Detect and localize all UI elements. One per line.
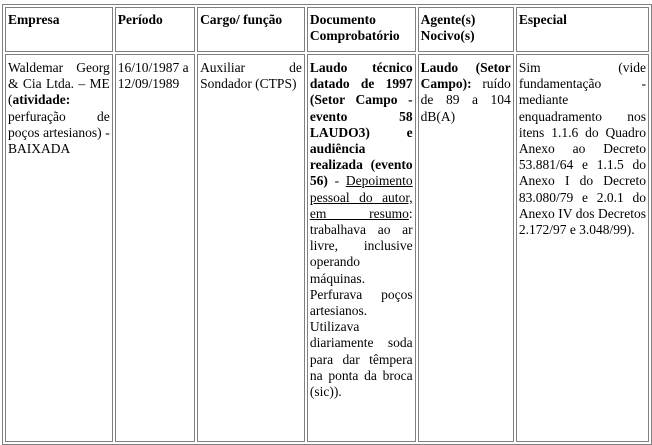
header-periodo: Período bbox=[115, 7, 195, 52]
header-cargo: Cargo/ função bbox=[197, 7, 305, 52]
cell-cargo bbox=[197, 54, 305, 442]
agente-label: Laudo (Setor Campo): bbox=[420, 60, 511, 92]
empresa-text: Waldemar Georg & Cia Ltda. – ME ( bbox=[8, 60, 110, 108]
documento-dash: - bbox=[327, 173, 346, 189]
cell-agente bbox=[418, 54, 514, 442]
header-row bbox=[5, 7, 649, 52]
cell-periodo bbox=[115, 54, 195, 442]
header-agente: Agente(s) Nocivo(s) bbox=[418, 7, 514, 52]
cargo-text: Auxiliar de Sondador (CTPS) bbox=[200, 60, 302, 92]
table-row bbox=[5, 54, 649, 442]
agente-text: ruído de 89 a 104 dB(A) bbox=[420, 76, 511, 124]
records-table bbox=[2, 4, 652, 445]
empresa-activity-label: atividade: bbox=[12, 92, 71, 108]
documento-depoimento: Depoimento pessoal do autor, em resumo bbox=[309, 173, 413, 221]
cell-documento bbox=[307, 54, 416, 442]
documento-rest: : trabalhava ao ar livre, inclusive operando máquinas. Perfurava poços artesianos. Utilizava diariamente soda para dar têmpera na ponta da broca (sic)). bbox=[309, 205, 413, 400]
empresa-activity-text: perfuração de poços artesianos) - BAIXADA bbox=[8, 108, 110, 157]
header-empresa: Empresa bbox=[5, 7, 113, 52]
cell-especial bbox=[516, 54, 649, 442]
documento-intro: Laudo técnico datado de 1997 (Setor Campo - evento 58 LAUDO3) e audiência realizada (evento 56) bbox=[309, 60, 413, 189]
header-documento: Documento Comprobatório bbox=[307, 7, 416, 52]
cell-empresa bbox=[5, 54, 113, 442]
header-especial: Especial bbox=[516, 7, 649, 52]
periodo-text: 16/10/1987 a 12/09/1989 bbox=[117, 60, 189, 92]
especial-text: Sim (vide fundamentação - mediante enquadramento nos itens 1.1.6 do Quadro Anexo ao Decreto 53.881/64 e 1.1.5 do Anexo I do Decreto 83.080/79 e 2.0.1 do Anexo IV dos Decretos 2.172/97 e 3.048/99). bbox=[518, 60, 646, 238]
